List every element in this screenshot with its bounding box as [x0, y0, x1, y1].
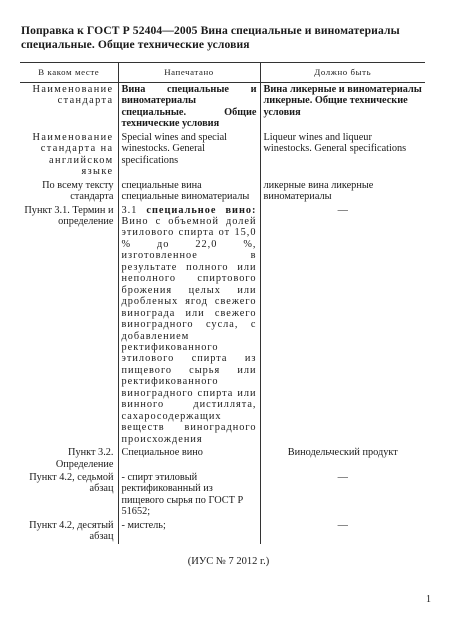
defined-term: специальное вино: — [146, 204, 257, 216]
row-printed: Специальное вино — [118, 446, 260, 471]
definition-text: Вино с объемной долей этилового спирта от 15,0 % до 22,0 %, изготовленное в результате полного или неполного спиртового брожения целых или дробленых ягод свежего винограда или свежего виноградного сусла, с добавлением ректификованного этилового спирта из пищевого сырья или ректификованного виноградного спирта или винного дистиллята, сахаросодержащих веществ виноградного происхождения — [121, 215, 257, 445]
table-row — [20, 179, 425, 204]
row-place: Пункт 3.1. Термин и определение — [24, 204, 114, 227]
table-row — [20, 471, 425, 519]
row-printed: - мистель; — [118, 519, 260, 544]
row-printed — [118, 204, 260, 447]
table-header-row — [20, 63, 425, 83]
table-row — [20, 519, 425, 544]
table-row — [20, 446, 425, 471]
row-place: Пункт 4.2, седьмой абзац — [29, 471, 114, 495]
column-header-should-be: Должно быть — [260, 63, 425, 83]
row-should-be: — — [260, 204, 425, 447]
amendment-table — [20, 62, 425, 544]
column-header-place: В каком месте — [20, 63, 118, 83]
row-printed: Вина специальные и виноматериалы специальные. Общие технические условия — [118, 83, 260, 131]
definition-number: 3.1 — [121, 204, 147, 216]
row-should-be: Вина ликерные и виноматериалы ликерные. Общие технические условия — [260, 83, 425, 131]
page-number: 1 — [426, 594, 431, 605]
row-should-be: Liqueur wines and liqueur winestocks. General specifications — [260, 131, 425, 179]
row-printed: специальные вина специальные виноматериалы — [118, 179, 260, 204]
column-header-printed: Напечатано — [118, 63, 260, 83]
row-printed: - спирт этиловый ректификованный из пищевого сырья по ГОСТ Р 51652; — [118, 471, 260, 519]
row-place: Пункт 4.2, десятый абзац — [29, 519, 114, 543]
row-should-be: Винодельческий продукт — [260, 446, 425, 471]
row-place: Пункт 3.2. Определение — [55, 447, 114, 470]
row-printed: Special wines and special winestocks. General specifications — [118, 131, 260, 179]
table-row — [20, 83, 425, 131]
row-should-be: — — [260, 471, 425, 519]
row-should-be: ликерные вина ликерные виноматериалы — [260, 179, 425, 204]
footer-source: (ИУС № 7 2012 г.) — [187, 556, 270, 567]
table-row — [20, 204, 425, 447]
row-place: По всему тексту стандарта — [42, 179, 114, 203]
row-place: Наименование стандарта — [32, 84, 114, 107]
row-place: Наименование стандарта на английском языке — [32, 131, 114, 178]
row-should-be: — — [260, 519, 425, 544]
document-title: Поправка к ГОСТ Р 52404—2005 Вина специальные и виноматериалы специальные. Общие технические условия — [21, 24, 400, 51]
table-row — [20, 131, 425, 179]
